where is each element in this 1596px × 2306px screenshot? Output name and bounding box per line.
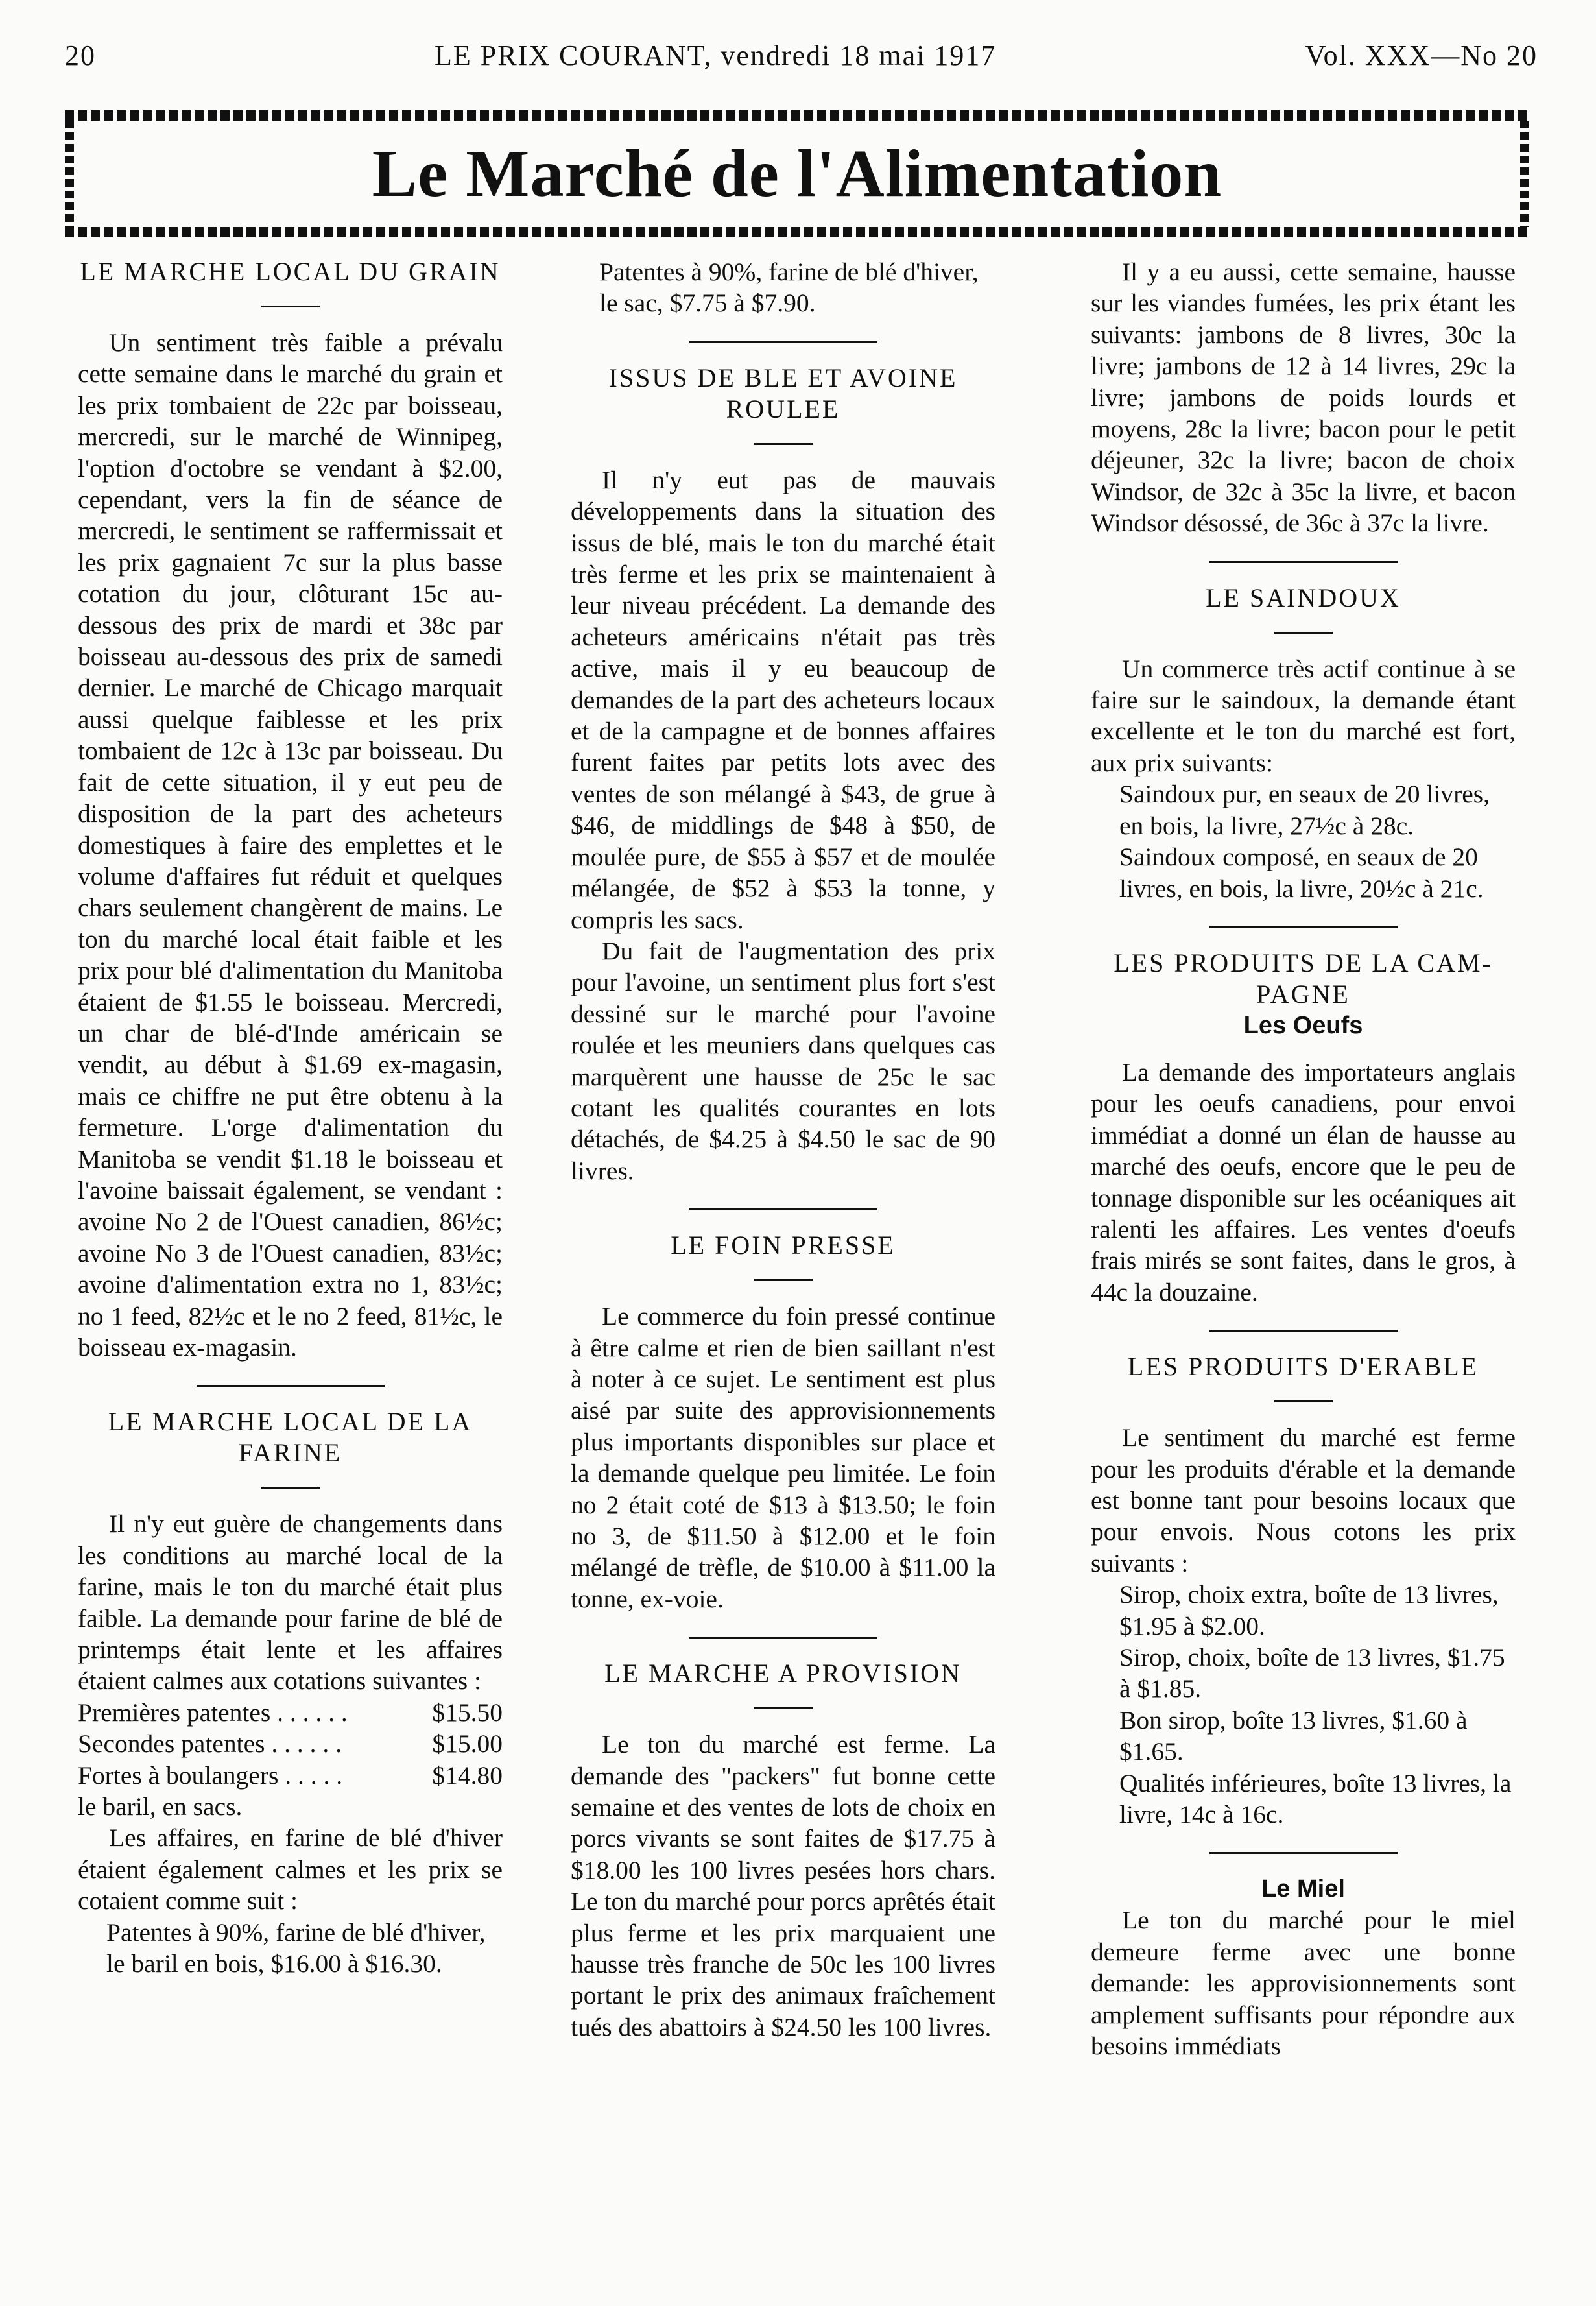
miel-subheading: Le Miel	[1261, 1875, 1345, 1903]
price-value: $14.80	[432, 1760, 503, 1790]
issus-paragraph: Il n'y eut pas de mauvais développements dans la situation des issus de blé, mais le ton du marché était très ferme et les prix se maintenaient à leur niveau précédent. La demande des acheteurs américains n'était pas très active, mais il y eu beaucoup de demandes de la part des acheteurs locaux et de la campagne et de bonnes affaires furent faites par petits lots avec des ventes de son mélangé à $43, de grue à $46, de middlings de $48 à $50, de moulée pure, de $55 à $57 et de moulée mélangée, de $52 à $53 la tonne, y compris les sacs.	[571, 465, 995, 934]
erable-item: Qualités inférieures, boîte 13 livres, la livre, 14c à 16c.	[1119, 1768, 1512, 1829]
heading-rule	[1274, 632, 1333, 634]
foin-heading: LE FOIN PRESSE	[671, 1231, 896, 1260]
column-1	[78, 256, 503, 1980]
price-note: le baril, en sacs.	[78, 1792, 243, 1821]
price-row	[78, 1728, 503, 1759]
section-separator	[1209, 1330, 1398, 1332]
price-value: $15.50	[432, 1698, 503, 1727]
miel-paragraph: Le ton du marché pour le miel demeure ferme avec une bonne demande: les approvisionnements sont amplement suffisants pour répondre aux besoins immédiats	[1091, 1906, 1516, 2061]
page-number: 20	[65, 40, 96, 71]
viandes-paragraph: Il y a eu aussi, cette semaine, hausse sur les viandes fumées, les prix étant les suivants: jambons de 8 livres, 30c la livre; jambons de 12 à 14 livres, 29c la livre; jambons de poids lourds et moyens, 28c la livre; bacon pour le petit déjeuner, 32c la livre; bacon de choix Windsor, de 32c à 35c la livre, et bacon Windsor désossé, de 36c à 37c la livre.	[1091, 258, 1516, 538]
farine-price-item: Patentes à 90%, farine de blé d'hiver, le baril en bois, $16.00 à $16.30.	[106, 1917, 486, 1978]
heading-rule	[261, 306, 320, 307]
saindoux-paragraph: Un commerce très actif continue à se faire sur le saindoux, la demande étant excellente et le ton du marché est fort, aux prix suivants:	[1091, 654, 1516, 777]
farine-heading-line-1: LE MARCHE LOCAL DE LA	[108, 1407, 473, 1437]
issus-heading-line-1: ISSUS DE BLE ET AVOINE	[608, 363, 958, 392]
heading-rule	[1274, 1400, 1333, 1402]
oeufs-subheading: Les Oeufs	[1243, 1011, 1363, 1039]
farine-heading-line-2: FARINE	[238, 1438, 342, 1468]
banner-border-bottom	[65, 227, 1529, 237]
banner-border-top	[65, 110, 1529, 121]
grain-heading: LE MARCHE LOCAL DU GRAIN	[80, 257, 501, 286]
section-banner	[65, 110, 1529, 237]
farine-paragraph-2: Les affaires, en farine de blé d'hiver étaient également calmes et les prix se cotaient comme suit :	[78, 1823, 503, 1916]
farine-paragraph: Il n'y eut guère de changements dans les conditions au marché local de la farine, mais le ton du marché était plus faible. La demande pour farine de blé de printemps était lente et les affaires étaient calmes aux cotations suivantes :	[78, 1509, 503, 1696]
provision-heading: LE MARCHE A PROVISION	[604, 1659, 962, 1688]
heading-rule	[754, 1707, 813, 1709]
grain-paragraph: Un sentiment très faible a prévalu cette semaine dans le marché du grain et les prix tombaient de 22c par boisseau, mercredi, sur le marché de Winnipeg, l'option d'octobre se vendant à $2.00, cependant, vers la fin de séance de mercredi, le sentiment se raffermissait et les prix gagnaient 7c sur la plus basse cotation du jour, clôturant 15c au-dessous des prix de mardi et 38c par boisseau au-dessous des prix de samedi dernier. Le marché de Chicago marquait aussi quelque faiblesse et les prix tombaient de 12c à 13c par boisseau. Du fait de cette situation, il y eut peu de disposition de la part des acheteurs domestiques à faire des emplettes et le volume d'affaires fut réduit et quelques chars seulement changèrent de mains. Le ton du marché local était faible et les prix pour blé d'alimentation du Manitoba étaient de $1.55 le boisseau. Mercredi, un char de blé-d'Inde américain se vendit, au début à $1.69 ex-magasin, mais ce chiffre ne put être obtenu à la fermeture. L'orge d'alimentation du Manitoba se vendit $1.18 le boisseau et l'avoine baissait également, se vendant : avoine No 2 de l'Ouest canadien, 86½c; avoine No 3 de l'Ouest canadien, 83½c; avoine d'alimentation extra no 1, 83½c; no 1 feed, 82½c et le no 2 feed, 81½c, le boisseau ex-magasin.	[78, 328, 503, 1362]
price-row	[78, 1697, 503, 1728]
price-list	[78, 1697, 503, 1791]
erable-item: Sirop, choix extra, boîte de 13 livres, $1.95 à $2.00.	[1119, 1580, 1499, 1640]
section-separator	[1209, 1852, 1398, 1854]
erable-item: Bon sirop, boîte 13 livres, $1.60 à $1.65.	[1119, 1705, 1468, 1766]
section-separator	[689, 1637, 877, 1639]
section-separator	[689, 341, 877, 343]
saindoux-item: Saindoux pur, en seaux de 20 livres, en bois, la livre, 27½c à 28c.	[1119, 780, 1490, 840]
publication-line: LE PRIX COURANT, vendredi 18 mai 1917	[435, 40, 997, 71]
column-3	[1091, 256, 1516, 2061]
price-value: $15.00	[432, 1729, 503, 1759]
volume-number: Vol. XXX—No 20	[1305, 40, 1538, 71]
saindoux-item: Saindoux composé, en seaux de 20 livres, en bois, la livre, 20½c à 21c.	[1119, 843, 1484, 903]
column-2	[571, 256, 995, 2043]
heading-rule	[261, 1487, 320, 1489]
price-label: Fortes à boulangers . . . . .	[78, 1760, 343, 1790]
issus-heading-line-2: ROULEE	[726, 394, 840, 424]
section-separator	[1209, 926, 1398, 928]
issus-paragraph-2: Du fait de l'augmentation des prix pour l'avoine, un sentiment plus fort s'est dessiné sur le marché pour l'avoine roulée et les meuniers dans quelques cas marquèrent une hausse de 25c le sac cotant les qualités courantes en lots détachés, de $4.25 à $4.50 le sac de 90 livres.	[571, 936, 995, 1185]
section-separator	[689, 1208, 877, 1210]
continued-item: Patentes à 90%, farine de blé d'hiver, le sac, $7.75 à $7.90.	[599, 258, 979, 318]
price-label: Premières patentes . . . . . .	[78, 1698, 348, 1727]
section-separator	[1209, 561, 1398, 563]
erable-item: Sirop, choix, boîte de 13 livres, $1.75 à $1.85.	[1119, 1643, 1505, 1703]
price-row	[78, 1760, 503, 1791]
section-title: Le Marché de l'Alimentation	[372, 136, 1222, 211]
campagne-heading-line-1: LES PRODUITS DE LA CAM-	[1114, 948, 1493, 978]
oeufs-paragraph: La demande des importateurs anglais pour les oeufs canadiens, pour envoi immédiat a donné un élan de hausse au marché des oeufs, encore que le peu de tonnage disponible sur les océaniques ait ralenti les affaires. Les ventes d'oeufs frais mirés se sont faites, dans le gros, à 44c la douzaine.	[1091, 1057, 1516, 1306]
heading-rule	[754, 443, 813, 445]
section-separator	[197, 1385, 385, 1387]
price-label: Secondes patentes . . . . . .	[78, 1729, 342, 1759]
saindoux-heading: LE SAINDOUX	[1206, 583, 1401, 612]
erable-heading: LES PRODUITS D'ERABLE	[1127, 1352, 1479, 1382]
heading-rule	[754, 1279, 813, 1281]
spacer	[1091, 1041, 1516, 1057]
provision-paragraph: Le ton du marché est ferme. La demande des "packers" fut bonne cette semaine et des ventes de lots de choix en porcs vivants se sont faites de $17.75 à $18.00 les 100 livres pesées hors chars. Le ton du marché pour porcs aprêtés était plus ferme et les prix marquaient une hausse très franche de 50c les 100 livres portant le prix des animaux fraîchement tués des abattoirs à $24.50 les 100 livres.	[571, 1730, 995, 2041]
erable-paragraph: Le sentiment du marché est ferme pour les produits d'érable et la demande est bonne tant pour besoins locaux que pour envois. Nous cotons les prix suivants :	[1091, 1423, 1516, 1578]
running-head	[65, 39, 1538, 78]
campagne-heading-line-2: PAGNE	[1256, 979, 1350, 1009]
foin-paragraph: Le commerce du foin pressé continue à être calme et rien de bien saillant n'est à noter à ce sujet. Le sentiment est plus aisé par suite des approvisionnements plus importants disponibles sur place et la demande quelque peu limitée. Le foin no 2 était coté de $13 à $13.50; le foin no 3, de $11.50 à $12.00 et le foin mélangé de trèfle, de $10.00 à $11.00 la tonne, ex-voie.	[571, 1302, 995, 1613]
